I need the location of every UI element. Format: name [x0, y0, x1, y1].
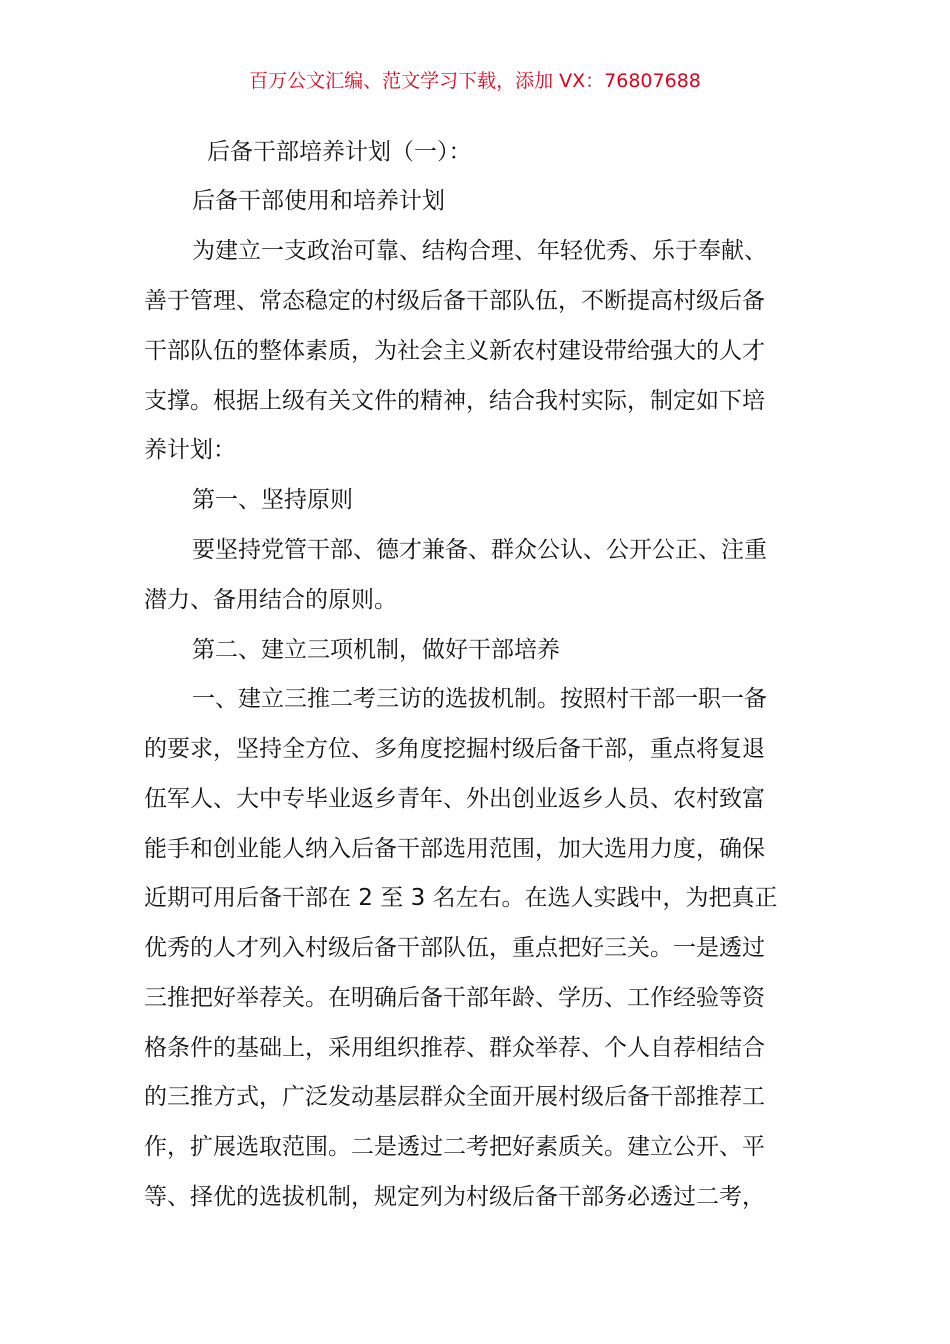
text-line: 为建立一支政治可靠、结构合理、年轻优秀、乐于奉献、: [192, 238, 767, 264]
watermark-header: 百万公文汇编、范文学习下载，添加 VX：76807688: [249, 70, 701, 92]
text-line: 干部队伍的整体素质，为社会主义新农村建设带给强大的人才: [144, 338, 765, 364]
doc-subheading: 后备干部使用和培养计划: [192, 188, 445, 214]
text-line: 一、建立三推二考三访的选拔机制。按照村干部一职一备: [192, 686, 767, 712]
text-line: 养计划：: [144, 437, 236, 463]
text-line: 要坚持党管干部、德才兼备、群众公认、公开公正、注重: [192, 537, 767, 563]
text-line: 潜力、备用结合的原则。: [144, 587, 397, 613]
text-line: 优秀的人才列入村级后备干部队伍，重点把好三关。一是透过: [144, 935, 765, 961]
text-line: 的要求，坚持全方位、多角度挖掘村级后备干部，重点将复退: [144, 736, 765, 762]
text-line: 的三推方式，广泛发动基层群众全面开展村级后备干部推荐工: [144, 1084, 765, 1110]
text-line: 善于管理、常态稳定的村级后备干部队伍，不断提高村级后备: [144, 288, 765, 314]
section-heading: 第二、建立三项机制，做好干部培养: [192, 637, 560, 663]
text-line: 作，扩展选取范围。二是透过二考把好素质关。建立公开、平: [144, 1134, 765, 1160]
text-line: 近期可用后备干部在 2 至 3 名左右。在选人实践中，为把真正: [144, 885, 778, 911]
text-line: 伍军人、大中专毕业返乡青年、外出创业返乡人员、农村致富: [144, 786, 765, 812]
text-line: 支撑。根据上级有关文件的精神，结合我村实际，制定如下培: [144, 388, 765, 414]
text-line: 三推把好举荐关。在明确后备干部年龄、学历、工作经验等资: [144, 985, 765, 1011]
text-line: 等、择优的选拔机制，规定列为村级后备干部务必透过二考，: [144, 1184, 765, 1210]
text-line: 能手和创业能人纳入后备干部选用范围，加大选用力度，确保: [144, 836, 765, 862]
doc-heading: 后备干部培养计划（一）：: [207, 139, 472, 165]
text-line: 格条件的基础上，采用组织推荐、群众举荐、个人自荐相结合: [144, 1035, 765, 1061]
section-heading: 第一、坚持原则: [192, 487, 353, 513]
